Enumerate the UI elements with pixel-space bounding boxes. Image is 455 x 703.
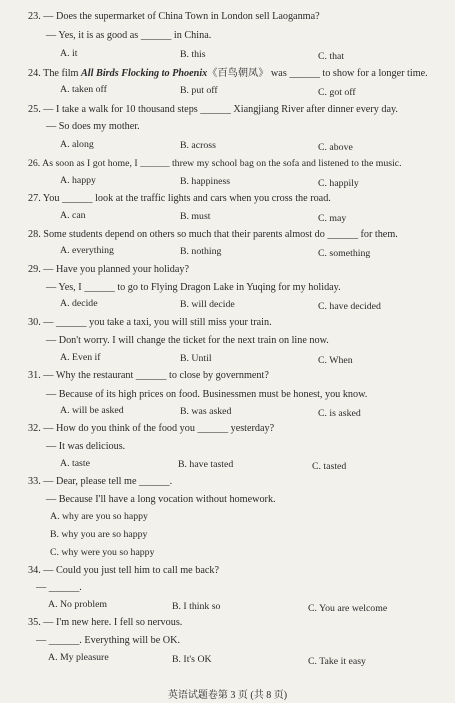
q31-response: — Because of its high prices on food. Businessmen must be honest, you know.: [46, 389, 368, 400]
q35-response: — ______. Everything will be OK.: [36, 635, 181, 646]
q31-option-b: B. was asked: [180, 406, 232, 417]
q23-option-a: A. it: [60, 48, 78, 59]
q33-option-b: B. why you are so happy: [50, 529, 148, 540]
q24-option-a: A. taken off: [60, 84, 107, 95]
q30-option-a: A. Even if: [60, 352, 101, 363]
q27-option-a: A. can: [60, 210, 86, 221]
q24-film-title: All Birds Flocking to Phoenix: [81, 68, 208, 79]
q27-option-b: B. must: [180, 211, 211, 222]
q31-option-c: C. is asked: [318, 408, 361, 419]
q25-option-b: B. across: [180, 140, 216, 151]
q33-stem: 33. — Dear, please tell me ______.: [28, 476, 173, 487]
q29-stem: 29. — Have you planned your holiday?: [28, 264, 189, 275]
q25-option-c: C. above: [318, 142, 353, 153]
q33-response: — Because I'll have a long vocation without homework.: [46, 494, 276, 505]
q34-stem: 34. — Could you just tell him to call me back?: [28, 565, 219, 576]
q34-option-c: C. You are welcome: [308, 603, 388, 614]
q25-response: — So does my mother.: [46, 121, 140, 132]
q28-stem: 28. Some students depend on others so much that their parents almost do ______ for them.: [28, 229, 398, 240]
q29-option-a: A. decide: [60, 298, 98, 309]
q30-response: — Don't worry. I will change the ticket for the next train on line now.: [46, 335, 329, 346]
q31-option-a: A. will be asked: [60, 405, 124, 416]
q24-stem: 24. The film All Birds Flocking to Phoenix《百鸟朝凤》 was ______ to show for a longer time.: [28, 68, 428, 79]
q29-option-b: B. will decide: [180, 299, 235, 310]
q28-option-a: A. everything: [60, 245, 114, 256]
q23-option-c: C. that: [318, 51, 345, 62]
q29-option-c: C. have decided: [318, 301, 381, 312]
q26-option-a: A. happy: [60, 175, 96, 186]
q30-option-b: B. Until: [180, 353, 212, 364]
q29-response: — Yes, I ______ to go to Flying Dragon Lake in Yuqing for my holiday.: [46, 282, 341, 293]
q35-option-c: C. Take it easy: [308, 656, 366, 667]
q33-option-a: A. why are you so happy: [50, 511, 148, 522]
q27-option-c: C. may: [318, 213, 347, 224]
q23-option-b: B. this: [180, 49, 206, 60]
q35-option-b: B. It's OK: [172, 654, 212, 665]
q30-option-c: C. When: [318, 355, 353, 366]
q34-option-a: A. No problem: [48, 599, 108, 610]
q34-response: — ______.: [36, 582, 82, 593]
q30-stem: 30. — ______ you take a taxi, you will still miss your train.: [28, 317, 272, 328]
q26-option-b: B. happiness: [180, 176, 231, 187]
q26-option-c: C. happily: [318, 178, 359, 189]
q35-stem: 35. — I'm new here. I fell so nervous.: [28, 617, 183, 628]
q31-stem: 31. — Why the restaurant ______ to close by government?: [28, 370, 269, 381]
q28-option-c: C. something: [318, 248, 371, 259]
q25-stem: 25. — I take a walk for 10 thousand steps ______ Xiangjiang River after dinner every day.: [28, 104, 398, 115]
q35-option-a: A. My pleasure: [48, 652, 109, 663]
q32-response: — It was delicious.: [46, 441, 126, 452]
q24-option-c: C. got off: [318, 87, 356, 98]
page-footer: 英语试题卷第 3 页 (共 8 页): [167, 690, 288, 701]
q26-stem: 26. As soon as I got home, I ______ threw my school bag on the sofa and listened to the music.: [28, 158, 402, 169]
q28-option-b: B. nothing: [180, 246, 222, 257]
q34-option-b: B. I think so: [172, 601, 221, 612]
q25-option-a: A. along: [60, 139, 94, 150]
q23-stem: 23. — Does the supermarket of China Town in London sell Laoganma?: [28, 11, 320, 22]
q33-option-c: C. why were you so happy: [50, 547, 155, 558]
q27-stem: 27. You ______ look at the traffic lights and cars when you cross the road.: [28, 193, 331, 204]
q32-option-b: B. have tasted: [178, 459, 234, 470]
q32-option-a: A. taste: [60, 458, 90, 469]
q24-option-b: B. put off: [180, 85, 218, 96]
q23-response: — Yes, it is as good as ______ in China.: [46, 30, 212, 41]
q32-stem: 32. — How do you think of the food you ______ yesterday?: [28, 423, 275, 434]
q32-option-c: C. tasted: [312, 461, 347, 472]
